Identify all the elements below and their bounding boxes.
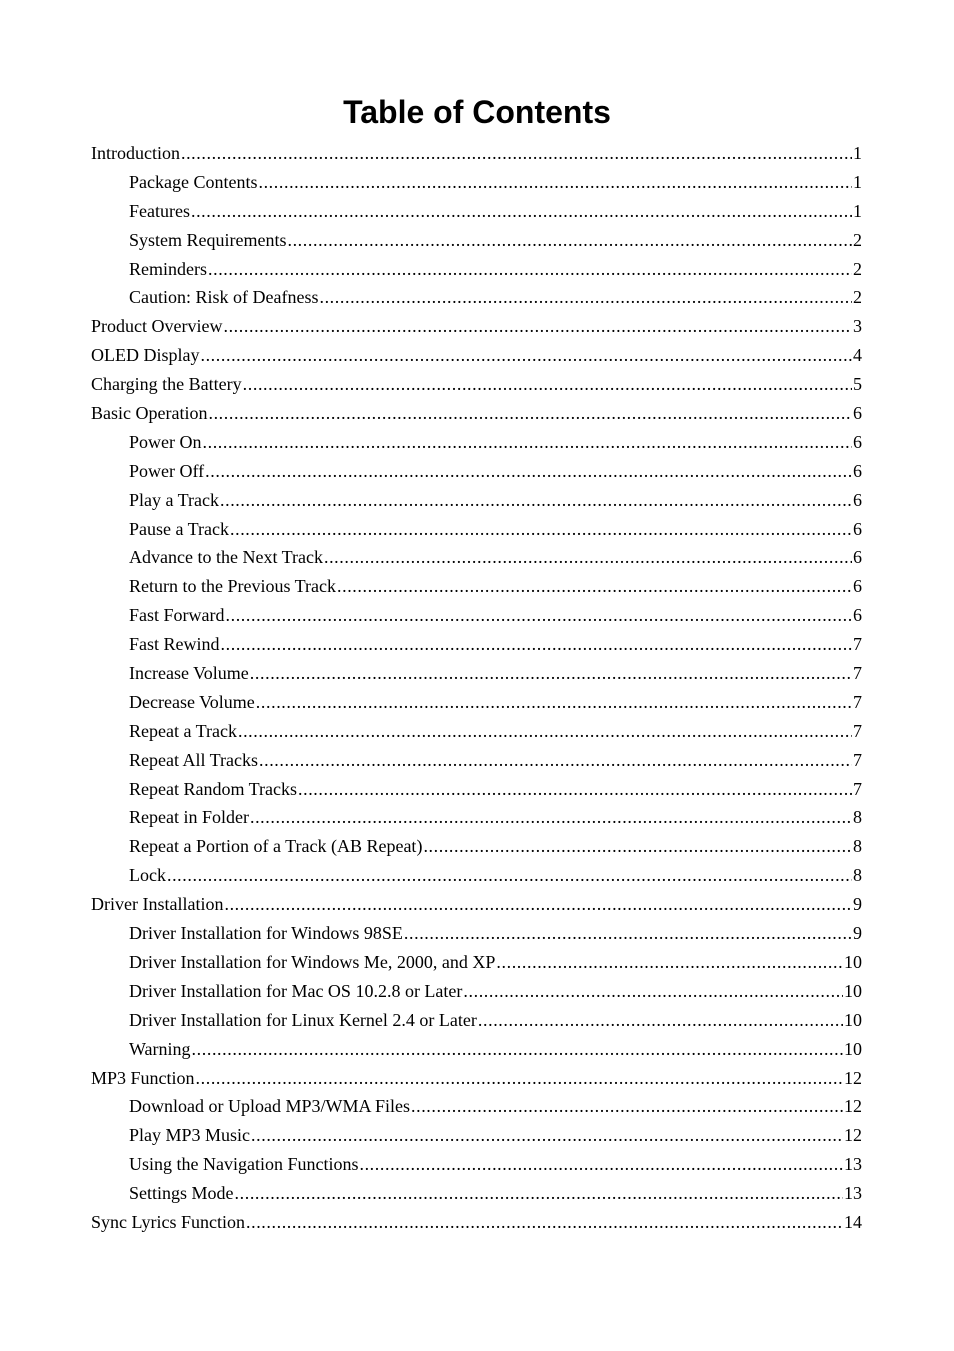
- toc-entry[interactable]: [91, 890, 862, 919]
- toc-entry-label: OLED Display: [91, 345, 200, 366]
- dot-leader: [192, 1035, 843, 1064]
- toc-entry-page-number: 10: [844, 1009, 862, 1030]
- toc-entry-page-number: 2: [853, 287, 862, 308]
- toc-entry[interactable]: [91, 1092, 862, 1121]
- toc-entry-page-number: 7: [853, 634, 862, 655]
- toc-entry-label: Settings Mode: [129, 1183, 234, 1204]
- toc-entry-label: Advance to the Next Track: [129, 547, 323, 568]
- dot-leader: [324, 543, 852, 572]
- toc-entry[interactable]: [91, 832, 862, 861]
- toc-entry[interactable]: [91, 197, 862, 226]
- toc-entry-page-number: 7: [853, 720, 862, 741]
- toc-entry-page-number: 6: [853, 518, 862, 539]
- dot-leader: [298, 775, 852, 804]
- toc-entry-label: Download or Upload MP3/WMA Files: [129, 1096, 410, 1117]
- toc-entry-page-number: 10: [844, 951, 862, 972]
- toc-entry-page-number: 14: [844, 1211, 862, 1232]
- toc-entry-label: Features: [129, 200, 190, 221]
- toc-entry-label: Driver Installation for Mac OS 10.2.8 or Later: [129, 980, 463, 1001]
- dot-leader: [259, 746, 852, 775]
- dot-leader: [200, 341, 852, 370]
- toc-entry[interactable]: [91, 1035, 862, 1064]
- dot-leader: [463, 977, 843, 1006]
- dot-leader: [359, 1150, 843, 1179]
- toc-entry-page-number: 9: [853, 894, 862, 915]
- toc-entry-label: Play a Track: [129, 489, 219, 510]
- toc-entry-label: Driver Installation for Linux Kernel 2.4 or Later: [129, 1009, 477, 1030]
- toc-entry[interactable]: [91, 775, 862, 804]
- dot-leader: [256, 688, 852, 717]
- toc-entry[interactable]: [91, 341, 862, 370]
- dot-leader: [208, 255, 852, 284]
- dot-leader: [203, 428, 853, 457]
- toc-entry-label: System Requirements: [129, 229, 287, 250]
- dot-leader: [221, 630, 852, 659]
- toc-entry-label: Package Contents: [129, 171, 258, 192]
- dot-leader: [208, 399, 852, 428]
- toc-entry[interactable]: [91, 428, 862, 457]
- toc-entry[interactable]: [91, 1121, 862, 1150]
- toc-entry-label: Driver Installation for Windows 98SE: [129, 923, 403, 944]
- toc-entry-label: Increase Volume: [129, 663, 249, 684]
- toc-entry-page-number: 10: [844, 980, 862, 1001]
- dot-leader: [246, 1208, 843, 1237]
- toc-entry-page-number: 12: [844, 1125, 862, 1146]
- dot-leader: [205, 457, 852, 486]
- toc-entry[interactable]: [91, 1179, 862, 1208]
- toc-entry[interactable]: [91, 399, 862, 428]
- toc-entry-label: Reminders: [129, 258, 207, 279]
- dot-leader: [220, 486, 852, 515]
- toc-entry[interactable]: [91, 717, 862, 746]
- toc-entry[interactable]: [91, 948, 862, 977]
- toc-entry-page-number: 6: [853, 403, 862, 424]
- toc-entry-page-number: 5: [853, 374, 862, 395]
- toc-entry-page-number: 8: [853, 807, 862, 828]
- toc-entry[interactable]: [91, 1006, 862, 1035]
- toc-entry-label: Driver Installation: [91, 894, 224, 915]
- dot-leader: [243, 370, 852, 399]
- dot-leader: [250, 803, 852, 832]
- toc-entry[interactable]: [91, 977, 862, 1006]
- toc-entry-page-number: 7: [853, 749, 862, 770]
- toc-entry-label: Basic Operation: [91, 403, 208, 424]
- dot-leader: [250, 659, 852, 688]
- toc-entry-page-number: 3: [853, 316, 862, 337]
- toc-entry-page-number: 13: [844, 1183, 862, 1204]
- toc-entry-page-number: 9: [853, 923, 862, 944]
- toc-entry-label: Pause a Track: [129, 518, 229, 539]
- toc-entry-label: Charging the Battery: [91, 374, 242, 395]
- toc-entry-page-number: 8: [853, 865, 862, 886]
- toc-entry-label: Fast Forward: [129, 605, 225, 626]
- dot-leader: [404, 919, 852, 948]
- dot-leader: [226, 601, 853, 630]
- toc-entry-page-number: 2: [853, 229, 862, 250]
- dot-leader: [496, 948, 843, 977]
- toc-entry[interactable]: [91, 370, 862, 399]
- toc-entry[interactable]: [91, 515, 862, 544]
- toc-entry[interactable]: [91, 659, 862, 688]
- toc-entry[interactable]: [91, 312, 862, 341]
- toc-entry[interactable]: [91, 803, 862, 832]
- toc-entry[interactable]: [91, 601, 862, 630]
- toc-entry-label: Caution: Risk of Deafness: [129, 287, 319, 308]
- toc-entry-page-number: 6: [853, 489, 862, 510]
- dot-leader: [423, 832, 852, 861]
- dot-leader: [251, 1121, 843, 1150]
- toc-entry-page-number: 6: [853, 431, 862, 452]
- toc-entry-page-number: 6: [853, 460, 862, 481]
- toc-entry[interactable]: [91, 746, 862, 775]
- toc-entry-page-number: 7: [853, 778, 862, 799]
- dot-leader: [287, 226, 852, 255]
- toc-entry-label: Lock: [129, 865, 166, 886]
- toc-entry-label: Repeat a Track: [129, 720, 237, 741]
- toc-entry-label: Decrease Volume: [129, 691, 255, 712]
- toc-entry[interactable]: [91, 486, 862, 515]
- toc-entry[interactable]: [91, 572, 862, 601]
- toc-entry-page-number: 12: [844, 1096, 862, 1117]
- toc-entry-label: Power Off: [129, 460, 205, 481]
- toc-entry-page-number: 1: [853, 171, 862, 192]
- toc-entry-page-number: 1: [853, 143, 862, 163]
- toc-entry-label: Repeat All Tracks: [129, 749, 258, 770]
- toc-entry[interactable]: [91, 688, 862, 717]
- toc-entry[interactable]: [91, 1208, 862, 1237]
- toc-entry-label: Repeat Random Tracks: [129, 778, 297, 799]
- dot-leader: [191, 197, 852, 226]
- toc-entry-label: Repeat in Folder: [129, 807, 249, 828]
- toc-entry-page-number: 4: [853, 345, 862, 366]
- dot-leader: [238, 717, 852, 746]
- toc-entry-label: Fast Rewind: [129, 634, 220, 655]
- dot-leader: [167, 861, 852, 890]
- toc-entry-label: Introduction: [91, 143, 180, 163]
- toc-entry[interactable]: [91, 919, 862, 948]
- toc-entry[interactable]: [91, 283, 862, 312]
- dot-leader: [196, 1064, 843, 1093]
- dot-leader: [230, 515, 852, 544]
- dot-leader: [478, 1006, 843, 1035]
- toc-entry-page-number: 12: [844, 1067, 862, 1088]
- toc-entry[interactable]: [91, 630, 862, 659]
- dot-leader: [235, 1179, 843, 1208]
- toc-entry[interactable]: [91, 226, 862, 255]
- dot-leader: [181, 139, 852, 168]
- toc-entry-label: Warning: [129, 1038, 191, 1059]
- toc-entry[interactable]: [91, 457, 862, 486]
- page-title: Table of Contents: [343, 94, 611, 130]
- toc-entry-page-number: 8: [853, 836, 862, 857]
- toc-entry-page-number: 13: [844, 1154, 862, 1175]
- toc-entry-label: Return to the Previous Track: [129, 576, 336, 597]
- toc-entry-page-number: 6: [853, 547, 862, 568]
- toc-entry-label: Sync Lyrics Function: [91, 1211, 245, 1232]
- toc-entry[interactable]: [91, 168, 862, 197]
- toc-entry[interactable]: [91, 861, 862, 890]
- dot-leader: [319, 283, 852, 312]
- toc-entry-label: MP3 Function: [91, 1067, 195, 1088]
- toc-entry-page-number: 7: [853, 691, 862, 712]
- toc-entry[interactable]: [91, 543, 862, 572]
- dot-leader: [224, 890, 852, 919]
- dot-leader: [411, 1092, 843, 1121]
- dot-leader: [223, 312, 852, 341]
- toc-entry[interactable]: [91, 255, 862, 284]
- toc-entry[interactable]: [91, 1064, 862, 1093]
- toc-entry-label: Repeat a Portion of a Track (AB Repeat): [129, 836, 423, 857]
- table-of-contents: [91, 139, 862, 1237]
- dot-leader: [337, 572, 852, 601]
- dot-leader: [258, 168, 852, 197]
- toc-entry-label: Driver Installation for Windows Me, 2000, and XP: [129, 951, 496, 972]
- toc-entry-page-number: 6: [853, 605, 862, 626]
- toc-entry-page-number: 10: [844, 1038, 862, 1059]
- toc-entry-page-number: 1: [853, 200, 862, 221]
- toc-entry[interactable]: [91, 1150, 862, 1179]
- toc-entry-page-number: 7: [853, 663, 862, 684]
- toc-entry[interactable]: [91, 139, 862, 168]
- toc-entry-label: Using the Navigation Functions: [129, 1154, 359, 1175]
- toc-entry-label: Product Overview: [91, 316, 223, 337]
- toc-entry-label: Power On: [129, 431, 202, 452]
- toc-entry-page-number: 2: [853, 258, 862, 279]
- toc-entry-label: Play MP3 Music: [129, 1125, 251, 1146]
- toc-entry-page-number: 6: [853, 576, 862, 597]
